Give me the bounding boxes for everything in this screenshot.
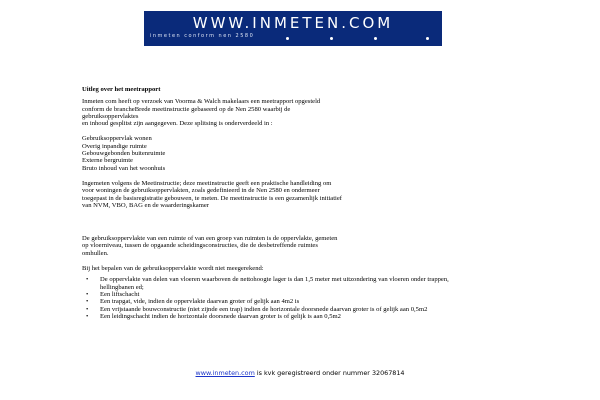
logo-tagline: inmeten conform nen 2580 bbox=[150, 33, 255, 39]
kvk-registration-text: is kvk geregistreerd onder nummer 32067814 bbox=[254, 369, 405, 377]
instruction-line: van NVM, VBO, BAG en de waarderingskamer bbox=[82, 201, 209, 209]
logo-dots bbox=[286, 37, 436, 43]
category-item: Externe bergruimte bbox=[82, 157, 133, 165]
definition-line: op vloerniveau, tussen de opgaande scheidingsconstructies, die de desbetreffende ruimtes bbox=[82, 242, 318, 250]
exclusion-item: • Een liftschacht bbox=[82, 291, 522, 298]
definition-line: omhullen. bbox=[82, 249, 109, 257]
category-item: Gebruiksoppervlak wonen bbox=[82, 135, 152, 143]
website-link[interactable]: www.inmeten.com bbox=[195, 369, 255, 377]
category-item: Bruto inhoud van het woonhuis bbox=[82, 164, 166, 172]
bullet-icon: • bbox=[86, 298, 89, 306]
instruction-line: toegepast in de basisregistratie gebouwen, te meten. De meetinstructie is een gezamenlijk initiatief bbox=[82, 194, 342, 202]
intro-line: en inhoud gesplitst zijn aangegeven. Deze splitsing is onderverdeeld in : bbox=[82, 120, 273, 128]
instruction-line: voor woningen de gebruiksoppervlakten, zoals gedefinieerd in de Nen 2580 en ondermeer bbox=[82, 187, 320, 195]
page-title: Uitleg over het meetrapport bbox=[82, 86, 161, 93]
intro-line: gebruiksoppervlaktes bbox=[82, 112, 139, 120]
exclusions-intro: Bij het bepalen van de gebruiksoppervlakte wordt niet meegerekend: bbox=[82, 265, 264, 273]
category-item: Gebouwgebonden buitenruimte bbox=[82, 150, 166, 158]
bullet-icon: • bbox=[86, 312, 89, 320]
exclusion-item: • Een vrijstaande bouwconstructie (niet zijnde een trap) indien de horizontale doorsnede daarvan groter is of gelijk aan 0,5m2 bbox=[82, 306, 522, 313]
bullet-icon: • bbox=[86, 305, 89, 313]
exclusion-item: • Een trapgat, vide, indien de oppervlakte daarvan groter of gelijk aan 4m2 is bbox=[82, 298, 522, 305]
bullet-icon: • bbox=[86, 290, 89, 298]
report-content bbox=[82, 86, 522, 320]
intro-line: Inmeten com heeft op verzoek van Voorma & Walch makelaars een meetrapport opgesteld bbox=[82, 98, 321, 106]
intro-line: conform de brancheBrede meetinstructie gebaseerd op de Nen 2580 waarbij de bbox=[82, 105, 291, 113]
exclusion-item: • Een leidingschacht indien de horizontale doorsnede daarvan groter is of gelijk is aan 0,5m2 bbox=[82, 313, 522, 320]
bullet-icon: • bbox=[86, 276, 89, 284]
category-item: Overig inpandige ruimte bbox=[82, 142, 147, 150]
definition-line: De gebruiksoppervlakte van een ruimte of van een groep van ruimten is de oppervlakte, gemeten bbox=[82, 235, 338, 243]
instruction-line: Ingemeten volgens de Meetinstructie; deze meetinstructie geeft een praktische handleiding om bbox=[82, 179, 332, 187]
exclusion-item: • De oppervlakte van delen van vloeren waarboven de nettohoogte lager is dan 1,5 meter met uitzondering van vloeren onder trappen, hellingbanen ed; bbox=[82, 276, 522, 291]
footer bbox=[0, 369, 600, 377]
logo-text: WWW.INMETEN.COM bbox=[192, 14, 394, 32]
